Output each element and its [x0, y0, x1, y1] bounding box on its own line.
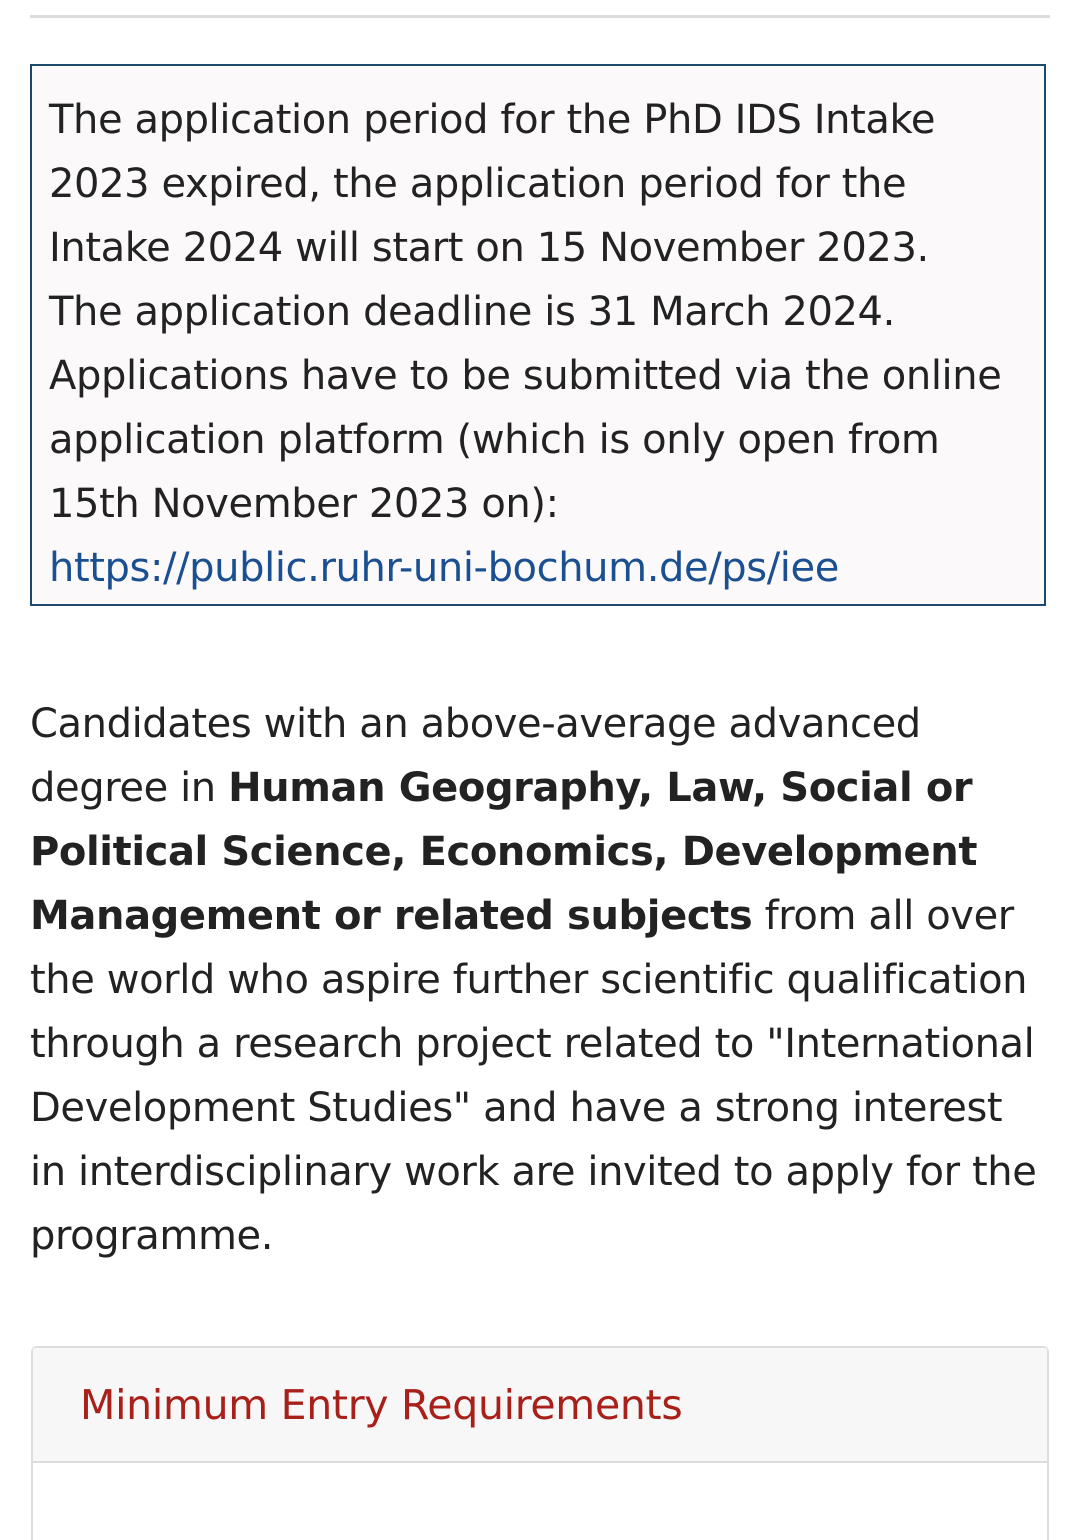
- intro-text-after: from all over the world who aspire further scientific qualification through a research project related to "International Development Studies" and have a strong interest in interdisciplinary work are invited to apply for the programme.: [30, 893, 1037, 1259]
- intro-subjects-bold: Human Geography, Law, Social or Political Science, Economics, Development Management or related subjects: [30, 765, 978, 939]
- candidates-intro-paragraph: [30, 692, 1050, 1268]
- application-platform-link[interactable]: https://public.ruhr-uni-bochum.de/ps/iee: [49, 545, 839, 591]
- application-notice-box: [30, 64, 1046, 606]
- notice-platform-text: Applications have to be submitted via the online application platform (which is only open from 15th November 2023 on):: [49, 353, 1002, 527]
- intro-text-before: Candidates with an above-average advanced degree in: [30, 701, 921, 811]
- accordion-header[interactable]: [33, 1348, 1047, 1463]
- notice-intake-text: The application period for the PhD IDS Intake 2023 expired, the application period for the Intake 2024 will start on 15 November 2023.: [49, 97, 936, 271]
- minimum-entry-requirements-accordion: [31, 1346, 1049, 1540]
- accordion-title: Minimum Entry Requirements: [80, 1380, 683, 1429]
- notice-deadline-text: The application deadline is 31 March 2024.: [49, 289, 895, 335]
- top-divider: [30, 15, 1050, 18]
